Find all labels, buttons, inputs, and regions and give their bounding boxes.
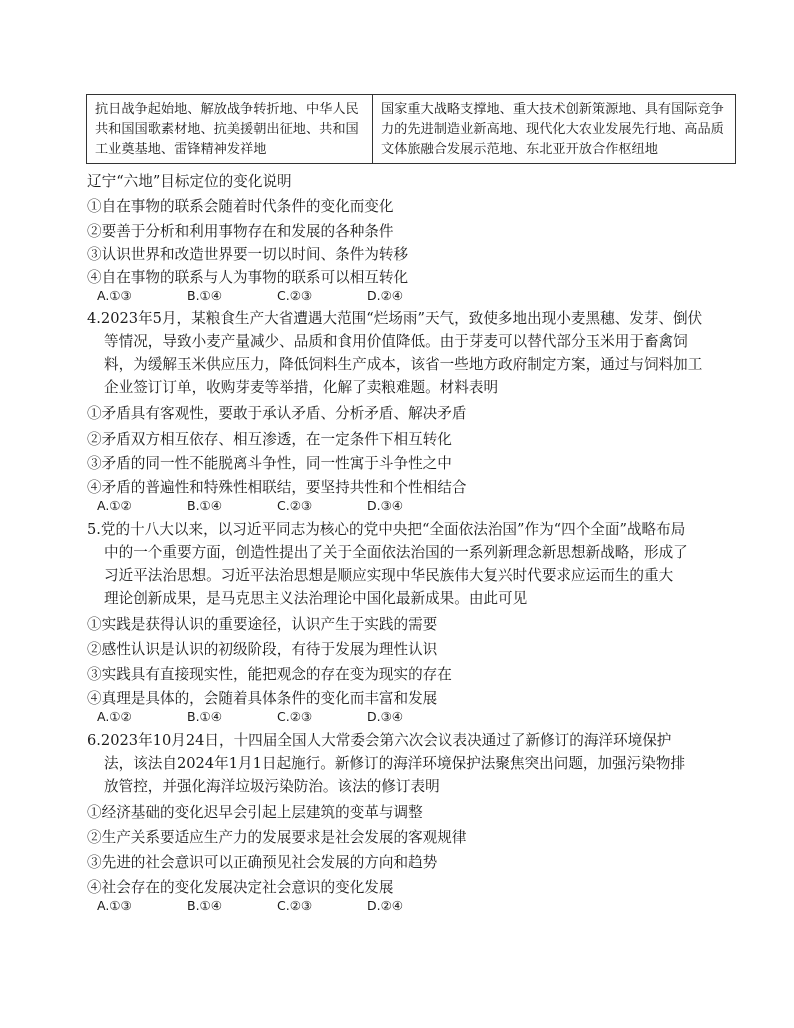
q6-stem-line-1: 6.2023年10月24日，十四届全国人大常委会第六次会议表决通过了新修订的海洋环境保护 [87,732,672,749]
q5-answer-d: D.③④ [367,709,404,724]
q5-option-1: ①实践是获得认识的重要途径，认识产生于实践的需要 [87,616,438,633]
q4-answer-c: C.②③ [277,498,313,513]
q3-stem: 辽宁“六地”目标定位的变化说明 [87,173,292,190]
q3-answer-a: A.①③ [97,288,132,303]
q3-answer-c: C.②③ [277,288,313,303]
q5-stem-line-4: 理论创新成果，是马克思主义法治理论中国化最新成果。由此可见 [104,590,528,607]
q5-stem-line-2: 中的一个重要方面，创造性提出了关于全面依法治国的一系列新理念新思想新战略，形成了 [104,544,688,561]
q4-stem-line-4: 企业签订订单，收购芽麦等举措，化解了卖粮难题。材料表明 [104,379,499,396]
q5-stem-line-3: 习近平法治思想。习近平法治思想是顺应实现中华民族伟大复兴时代要求应运而生的重大 [104,567,674,584]
q4-answer-d: D.③④ [367,498,404,513]
q5-answer-c: C.②③ [277,709,313,724]
q4-stem-line-2: 等情况，导致小麦产量减少、品质和食用价值降低。由于芽麦可以替代部分玉米用于畜禽饲 [104,333,688,350]
comparison-table [86,94,736,164]
q6-answer-d: D.②④ [367,898,404,913]
q6-answer-c: C.②③ [277,898,313,913]
q5-answers [97,709,457,725]
q4-option-2: ②矛盾双方相互依存、相互渗透，在一定条件下相互转化 [87,431,452,448]
q3-answer-d: D.②④ [367,288,404,303]
q6-answer-a: A.①③ [97,898,132,913]
table-cell-left: 抗日战争起始地、解放战争转折地、中华人民共和国国歌素材地、抗美援朝出征地、共和国工业奠基地、雷锋精神发祥地 [87,95,373,163]
table-cell-right: 国家重大战略支撑地、重大技术创新策源地、具有国际竞争力的先进制造业新高地、现代化大农业发展先行地、高品质文体旅融合发展示范地、东北亚开放合作枢纽地 [381,102,724,157]
q4-option-1: ①矛盾具有客观性，要敢于承认矛盾、分析矛盾、解决矛盾 [87,405,467,422]
q5-answer-b: B.①④ [187,709,222,724]
q3-option-4: ④自在事物的联系与人为事物的联系可以相互转化 [87,269,409,286]
q4-option-4: ④矛盾的普遍性和特殊性相联结，要坚持共性和个性相结合 [87,479,467,496]
q3-option-1: ①自在事物的联系会随着时代条件的变化而变化 [87,198,394,215]
q6-option-4: ④社会存在的变化发展决定社会意识的变化发展 [87,879,394,896]
q6-stem-line-2: 法，该法自2024年1月1日起施行。新修订的海洋环境保护法聚焦突出问题，加强污染物排 [104,755,686,772]
q5-option-2: ②感性认识是认识的初级阶段，有待于发展为理性认识 [87,641,438,658]
q6-stem-line-3: 放管控，并强化海洋垃圾污染防治。该法的修订表明 [104,778,440,795]
q3-option-2: ②要善于分析和利用事物存在和发展的各种条件 [87,223,394,240]
q6-option-3: ③先进的社会意识可以正确预见社会发展的方向和趋势 [87,854,438,871]
q6-answer-b: B.①④ [187,898,222,913]
q4-stem-line-1: 4.2023年5月，某粮食生产大省遭遇大范围“烂场雨”天气，致使多地出现小麦黑穗、发芽、倒伏 [87,310,703,327]
q4-answer-a: A.①② [97,498,132,513]
q3-answer-b: B.①④ [187,288,222,303]
q5-stem-line-1: 5.党的十八大以来，以习近平同志为核心的党中央把“全面依法治国”作为“四个全面”战略布局 [87,521,686,538]
q5-option-4: ④真理是具体的，会随着具体条件的变化而丰富和发展 [87,690,438,707]
q4-option-3: ③矛盾的同一性不能脱离斗争性，同一性寓于斗争性之中 [87,455,452,472]
q6-answers [97,898,457,914]
q5-answer-a: A.①② [97,709,132,724]
q4-answers [97,498,457,514]
q5-option-3: ③实践具有直接现实性，能把观念的存在变为现实的存在 [87,666,452,683]
q6-option-2: ②生产关系要适应生产力的发展要求是社会发展的客观规律 [87,829,467,846]
q4-stem-line-3: 料，为缓解玉米供应压力，降低饲料生产成本，该省一些地方政府制定方案，通过与饲料加工 [104,356,703,373]
q3-answers [97,288,457,304]
q6-option-1: ①经济基础的变化迟早会引起上层建筑的变革与调整 [87,804,423,821]
q3-option-3: ③认识世界和改造世界要一切以时间、条件为转移 [87,246,409,263]
q4-answer-b: B.①④ [187,498,222,513]
